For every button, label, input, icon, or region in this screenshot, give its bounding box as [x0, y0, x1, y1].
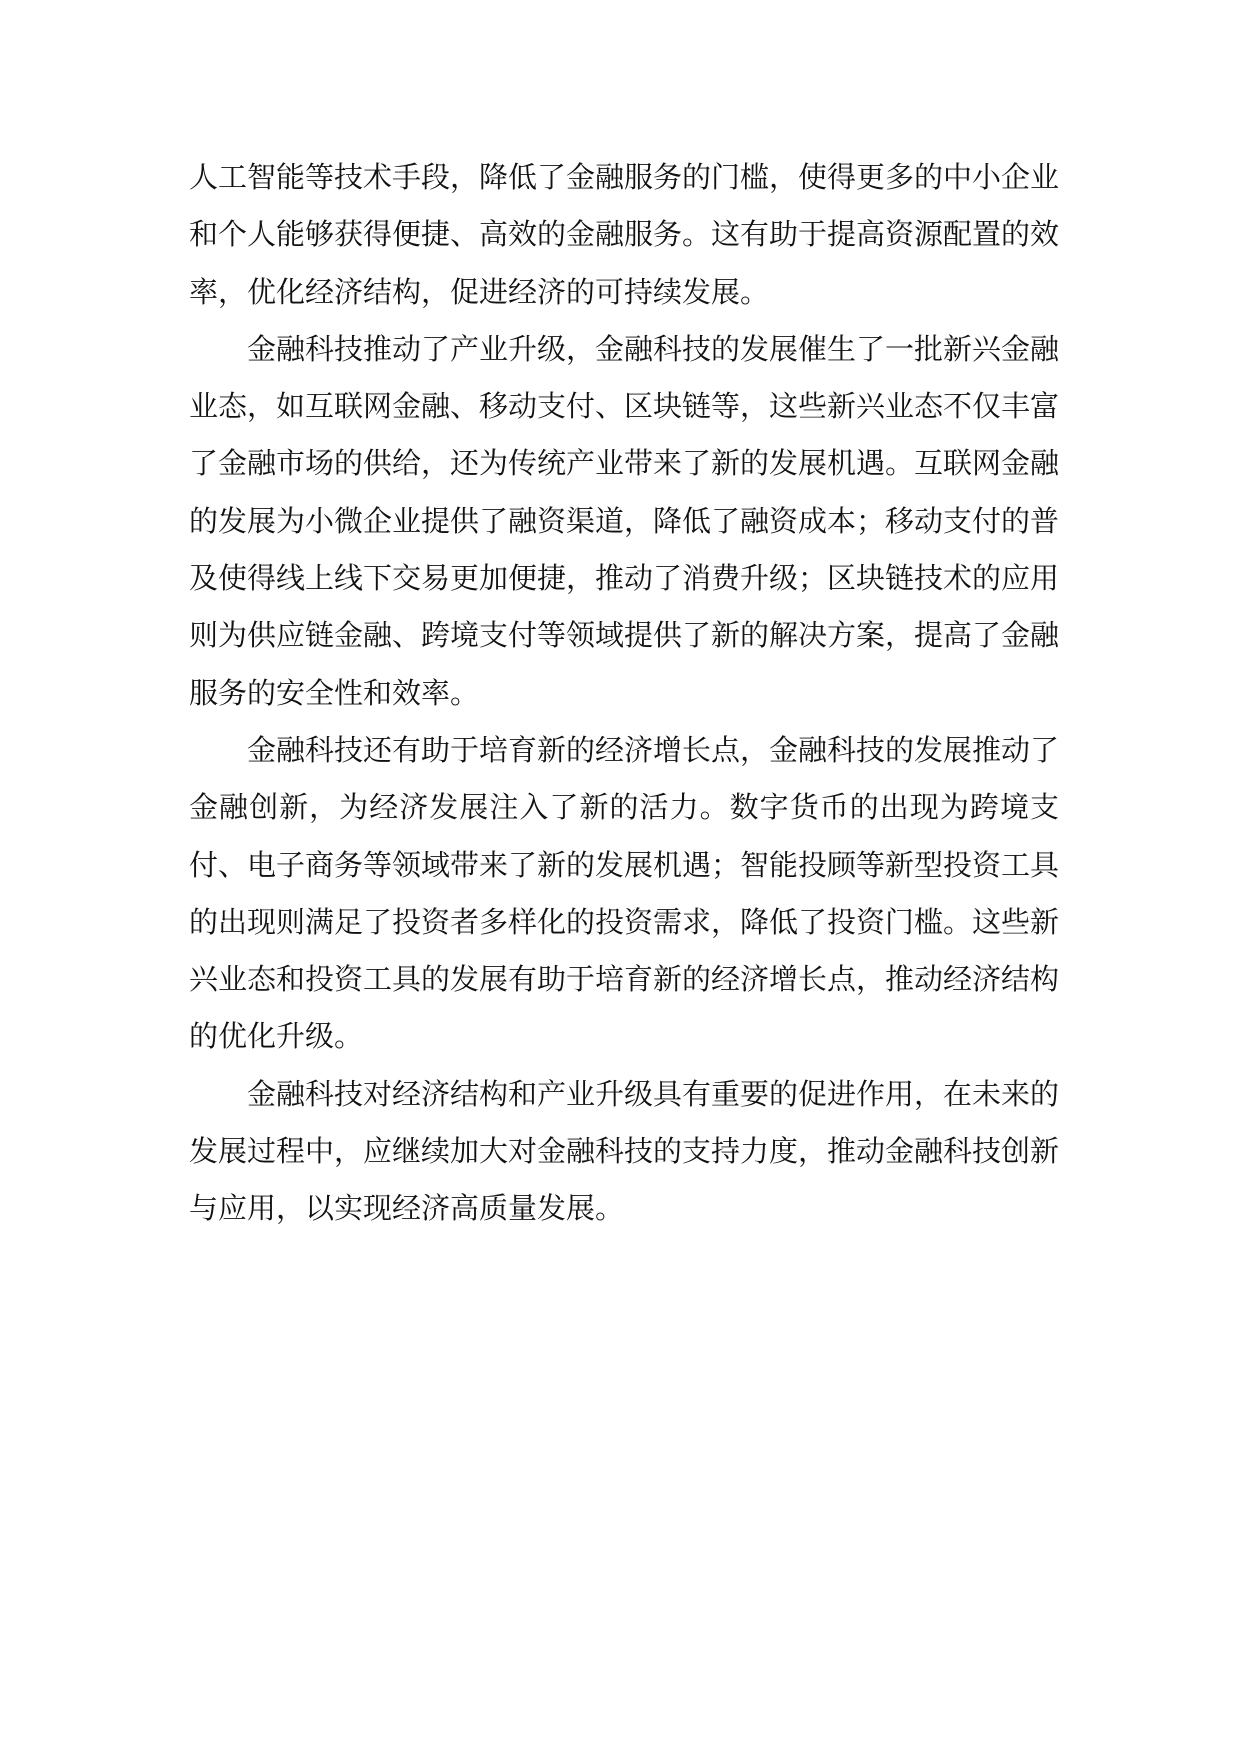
paragraph-1: 人工智能等技术手段，降低了金融服务的门槛，使得更多的中小企业和个人能够获得便捷、高效的金融服务。这有助于提高资源配置的效率，优化经济结构，促进经济的可持续发展。 — [189, 160, 1060, 309]
document-body — [189, 149, 1059, 1238]
paragraph-3: 金融科技还有助于培育新的经济增长点，金融科技的发展推动了金融创新，为经济发展注入了新的活力。数字货币的出现为跨境支付、电子商务等领域带来了新的发展机遇；智能投顾等新型投资工具的出现则满足了投资者多样化的投资需求，降低了投资门槛。这些新兴业态和投资工具的发展有助于培育新的经济增长点，推动经济结构的优化升级。 — [189, 732, 1060, 1054]
paragraph-2: 金融科技推动了产业升级，金融科技的发展催生了一批新兴金融业态，如互联网金融、移动支付、区块链等，这些新兴业态不仅丰富了金融市场的供给，还为传统产业带来了新的发展机遇。互联网金融的发展为小微企业提供了融资渠道，降低了融资成本；移动支付的普及使得线上线下交易更加便捷，推动了消费升级；区块链技术的应用则为供应链金融、跨境支付等领域提供了新的解决方案，提高了金融服务的安全性和效率。 — [189, 331, 1060, 710]
paragraph-4: 金融科技对经济结构和产业升级具有重要的促进作用，在未来的发展过程中，应继续加大对金融科技的支持力度，推动金融科技创新与应用，以实现经济高质量发展。 — [189, 1076, 1060, 1226]
